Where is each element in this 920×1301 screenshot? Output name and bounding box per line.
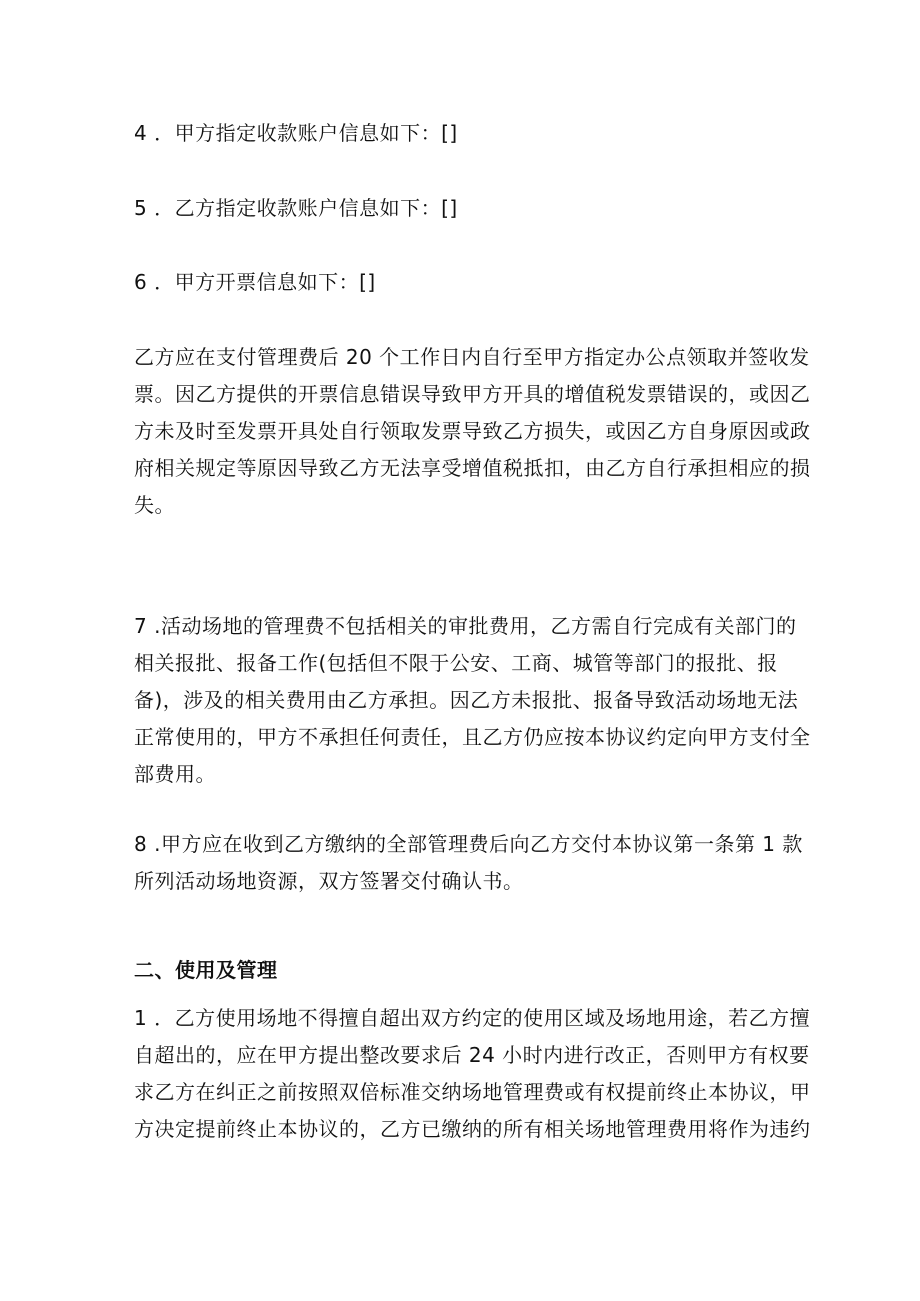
- section-2-heading: 二、使用及管理: [134, 958, 278, 982]
- invoice-paragraph: 乙方应在支付管理费后 20 个工作日内自行至甲方指定办公点领取并签收发票。因乙方提供的开票信息错误导致甲方开具的增值税发票错误的，或因乙方未及时至发票开具处自行领取发票导致乙方损失，或因乙方自身原因或政府相关规定等原因导致乙方无法享受增值税抵扣，由乙方自行承担相应的损失。: [134, 345, 811, 517]
- clause-4: 4 ．甲方指定收款账户信息如下：[]: [134, 121, 458, 145]
- clause-5: 5 ．乙方指定收款账户信息如下：[]: [134, 196, 458, 220]
- clause-7: 7 .活动场地的管理费不包括相关的审批费用，乙方需自行完成有关部门的相关报批、报备工作(包括但不限于公安、工商、城管等部门的报批、报备)，涉及的相关费用由乙方承担。因乙方未报批、报备导致活动场地无法正常使用的，甲方不承担任何责任，且乙方仍应按本协议约定向甲方支付全部费用。: [134, 614, 811, 786]
- clause-6: 6 ．甲方开票信息如下：[]: [134, 270, 376, 294]
- clause-8: 8 .甲方应在收到乙方缴纳的全部管理费后向乙方交付本协议第一条第 1 款所列活动场地资源，双方签署交付确认书。: [134, 832, 803, 893]
- section-2-clause-1: 1 ．乙方使用场地不得擅自超出双方约定的使用区域及场地用途，若乙方擅自超出的，应在甲方提出整改要求后 24 小时内进行改正，否则甲方有权要求乙方在纠正之前按照双倍标准交纳场地管理费或有权提前终止本协议，甲方决定提前终止本协议的，乙方已缴纳的所有相关场地管理费用将作为违约: [134, 1006, 811, 1141]
